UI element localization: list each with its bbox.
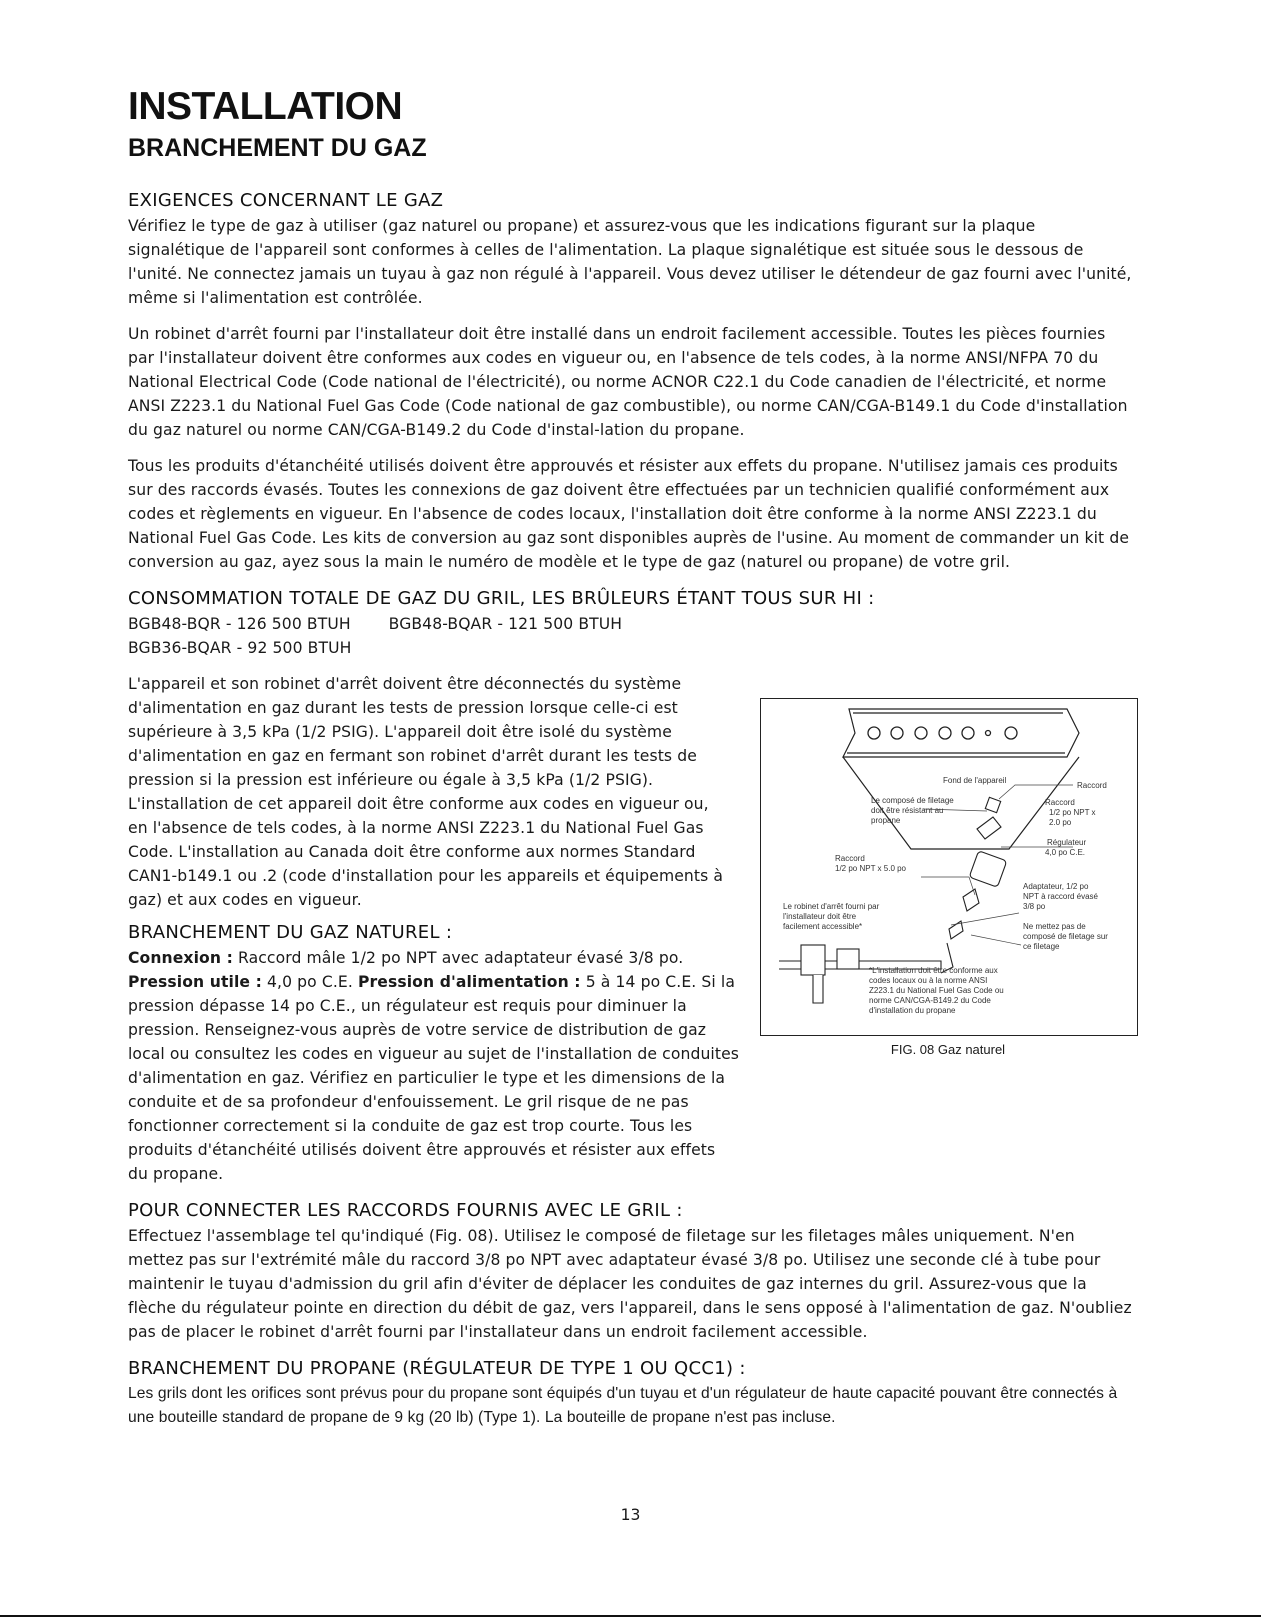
- label-raccord-5: 1/2 po NPT x 5.0 po: [835, 864, 907, 873]
- paragraph: L'appareil et son robinet d'arrêt doivent être déconnectés du système d'alimentation en gaz durant les tests de pression lorsque celle-ci est supérieure à 3,5 kPa (1/2 PSIG). L'appareil doit être isolé du système d'alimentation en gaz en fermant son robinet d'arrêt durant les tests de pression si la pression est inférieure ou égale à 3,5 kPa (1/2 PSIG). L'installation de cet appareil doit être conforme aux codes en vigueur ou, en l'absence de tels codes, à la norme ANSI Z223.1 du National Fuel Gas Code. L'installation au Canada doit être conforme aux normes Standard CAN1-b149.1 ou .2 (code d'installation pour les appareils et équipements à gaz) et aux codes en vigueur.: [128, 675, 724, 909]
- connexion-text: Raccord mâle 1/2 po NPT avec adaptateur évasé 3/8 po.: [232, 949, 684, 967]
- working-pressure-text: 4,0 po C.E.: [261, 973, 358, 991]
- label-raccord-npt: Raccord: [1045, 798, 1075, 807]
- model-consumption: BGB36-BQAR - 92 500 BTUH: [128, 639, 352, 657]
- connexion-label: Connexion :: [128, 949, 233, 967]
- paragraph: Tous les produits d'étanchéité utilisés doivent être approuvés et résister aux effets du propane. N'utilisez jamais ces produits sur des raccords évasés. Toutes les connexions de gaz doivent être effectuées par un technicien qualifié conformément aux codes et règlements en vigueur. En l'absence de codes locaux, l'installation doit être conforme à la norme ANSI Z223.1 du National Fuel Gas Code. Les kits de conversion au gaz sont disponibles auprès de l'usine. Au moment de commander un kit de conversion au gaz, ayez sous la main le numéro de modèle et le type de gaz (naturel ou propane) de votre gril.: [128, 457, 1130, 571]
- section-heading-gas-requirements: EXIGENCES CONCERNANT LE GAZ: [128, 190, 444, 211]
- label-adapter: 3/8 po: [1023, 902, 1046, 911]
- working-pressure-label: Pression utile :: [128, 973, 262, 991]
- section-heading-propane: BRANCHEMENT DU PROPANE (RÉGULATEUR DE TYPE 1 OU QCC1) :: [128, 1358, 746, 1379]
- label-adapter: Adaptateur, 1/2 po: [1023, 882, 1089, 891]
- label-regulator: Régulateur: [1047, 838, 1087, 847]
- label-bottom: Fond de l'appareil: [943, 776, 1007, 785]
- label-raccord-npt: 1/2 po NPT x: [1049, 808, 1096, 817]
- figure-natural-gas-diagram: [760, 698, 1138, 1036]
- label-adapter: NPT à raccord évasé: [1023, 892, 1098, 901]
- label-raccord-5: Raccord: [835, 854, 865, 863]
- label-note: norme CAN/CGA-B149.2 du Code: [869, 996, 991, 1005]
- page-title: INSTALLATION: [128, 85, 403, 128]
- section-heading-consumption: CONSOMMATION TOTALE DE GAZ DU GRIL, LES BRÛLEURS ÉTANT TOUS SUR HI :: [128, 588, 875, 609]
- supply-pressure-label: Pression d'alimentation :: [357, 973, 581, 991]
- label-compound: Le composé de filetage: [871, 796, 954, 805]
- section-heading-natural-gas: BRANCHEMENT DU GAZ NATUREL :: [128, 922, 453, 943]
- label-note: *L'installation doit être conforme aux: [869, 966, 998, 975]
- paragraph: [128, 946, 740, 1186]
- label-note: codes locaux ou à la norme ANSI: [869, 976, 988, 985]
- label-no-compound: Ne mettez pas de: [1023, 922, 1086, 931]
- paragraph: Effectuez l'assemblage tel qu'indiqué (Fig. 08). Utilisez le composé de filetage sur les filetages mâles uniquement. N'en mettez pas sur l'extrémité mâle du raccord 3/8 po NPT avec adaptateur évasé 3/8 po. Utilisez une seconde clé à tube pour maintenir le tuyau d'admission du gril afin d'éviter de déplacer les conduites de gaz internes du gril. Assurez-vous que la flèche du régulateur pointe en direction du débit de gaz, vers l'appareil, dans le sens opposé à l'alimentation de gaz. N'oubliez pas de placer le robinet d'arrêt fourni par l'installateur dans un endroit facilement accessible.: [128, 1227, 1132, 1341]
- bottom-rule: [0, 1615, 1261, 1617]
- label-no-compound: composé de filetage sur: [1023, 932, 1108, 941]
- paragraph: Un robinet d'arrêt fourni par l'installateur doit être installé dans un endroit facilement accessible. Toutes les pièces fournies par l'installateur doivent être conformes aux codes en vigueur ou, en l'absence de tels codes, à la norme ANSI/NFPA 70 du National Electrical Code (Code national de l'électricité), ou norme ACNOR C22.1 du Code canadien de l'électricité, et norme ANSI Z223.1 du National Fuel Gas Code (Code national de gaz combustible), ou norme CAN/CGA-B149.1 du Code d'installation du gaz naturel ou norme CAN/CGA-B149.2 du Code d'instal-lation du propane.: [128, 325, 1128, 439]
- model-consumption: BGB48-BQR - 126 500 BTUH: [128, 615, 351, 633]
- label-note: d'installation du propane: [869, 1006, 956, 1015]
- paragraph: Les grils dont les orifices sont prévus pour du propane sont équipés d'un tuyau et d'un régulateur de haute capacité pouvant être connectés à une bouteille standard de propane de 9 kg (20 lb) (Type 1). La bouteille de propane n'est pas incluse.: [128, 1385, 1118, 1426]
- section-heading-connect-fittings: POUR CONNECTER LES RACCORDS FOURNIS AVEC LE GRIL :: [128, 1200, 683, 1221]
- label-valve: Le robinet d'arrêt fourni par: [783, 902, 880, 911]
- consumption-column: [128, 612, 733, 912]
- label-compound: doit être résistant au: [871, 806, 944, 815]
- knob-icons: [868, 727, 1017, 739]
- label-regulator: 4,0 po C.E.: [1045, 848, 1086, 857]
- page-number: 13: [620, 1506, 641, 1524]
- paragraph: Vérifiez le type de gaz à utiliser (gaz naturel ou propane) et assurez-vous que les indications figurant sur la plaque signalétique de l'appareil sont conformes à celles de l'alimentation. La plaque signalétique est située sous le dessous de l'unité. Ne connectez jamais un tuyau à gaz non régulé à l'appareil. Vous devez utiliser le détendeur de gaz fourni avec l'unité, même si l'alimentation est contrôlée.: [128, 217, 1132, 307]
- page-subtitle: BRANCHEMENT DU GAZ: [128, 134, 427, 162]
- label-valve: facilement accessible*: [783, 922, 863, 931]
- model-consumption: BGB48-BQAR - 121 500 BTUH: [388, 615, 623, 633]
- label-valve: l'installateur doit être: [783, 912, 857, 921]
- supply-pressure-text: 5 à 14 po C.E. Si la pression dépasse 14 po C.E., un régulateur est requis pour diminuer la pression. Renseignez-vous auprès de votre service de distribution de gaz local ou consultez les codes en vigueur au sujet de l'installation de conduites d'alimentation en gaz. Vérifiez en particulier le type et les dimensions de la conduite et de sa profondeur d'enfouissement. Le gril risque de ne pas fonctionner correctement si la conduite de gaz est trop courte. Tous les produits d'étanchéité utilisés doivent être approuvés et résister aux effets du propane.: [128, 973, 739, 1183]
- label-no-compound: ce filetage: [1023, 942, 1060, 951]
- label-note: Z223.1 du National Fuel Gas Code ou: [869, 986, 1004, 995]
- label-raccord-top: Raccord: [1077, 781, 1107, 790]
- label-compound: propane: [871, 816, 901, 825]
- figure-caption: FIG. 08 Gaz naturel: [890, 1042, 1006, 1057]
- label-raccord-npt: 2.0 po: [1049, 818, 1072, 827]
